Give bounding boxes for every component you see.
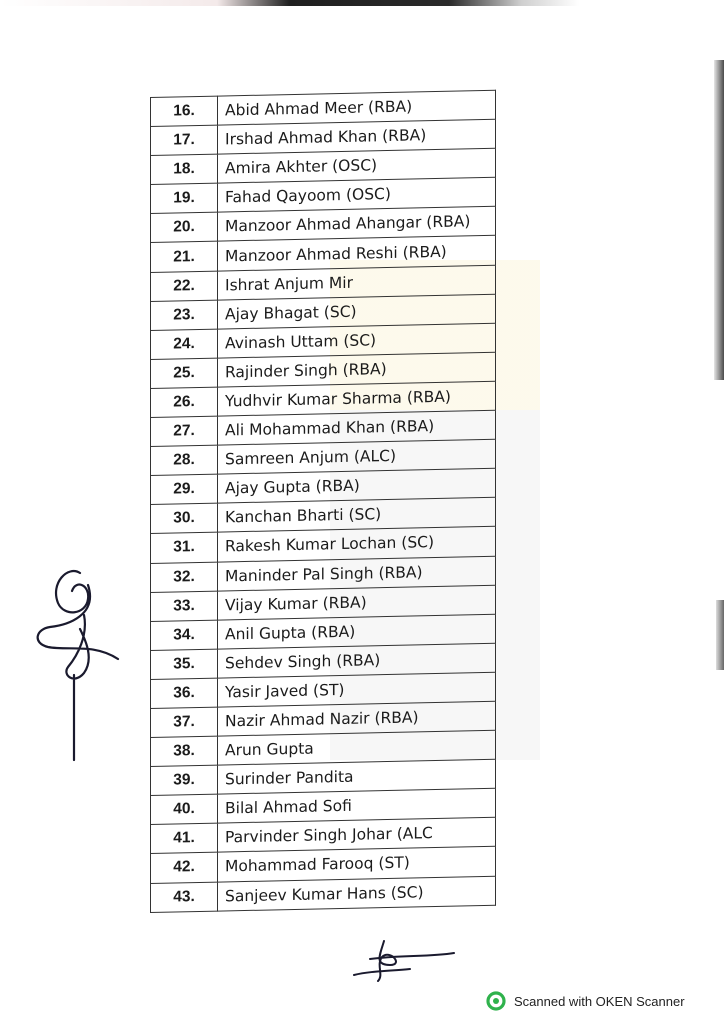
roster-table bbox=[150, 90, 496, 913]
row-number: 16. bbox=[151, 96, 218, 126]
row-number: 22. bbox=[151, 271, 218, 301]
row-name: Sehdev Singh (RBA) bbox=[218, 643, 496, 678]
row-name: Anil Gupta (RBA) bbox=[218, 614, 496, 649]
row-number: 26. bbox=[151, 387, 218, 417]
row-number: 24. bbox=[151, 329, 218, 359]
row-name: Manzoor Ahmad Ahangar (RBA) bbox=[218, 207, 496, 242]
scan-right-edge-fragment bbox=[716, 600, 724, 670]
row-number: 38. bbox=[151, 736, 218, 766]
row-number: 21. bbox=[151, 242, 218, 272]
oken-scanner-logo-icon bbox=[486, 991, 506, 1011]
row-number: 37. bbox=[151, 707, 218, 737]
row-number: 42. bbox=[151, 853, 218, 883]
row-name: Ali Mohammad Khan (RBA) bbox=[218, 410, 496, 445]
row-name: Ishrat Anjum Mir bbox=[218, 265, 496, 300]
row-name: Surinder Pandita bbox=[218, 759, 496, 794]
row-name: Parvinder Singh Johar (ALC bbox=[218, 818, 496, 853]
row-number: 32. bbox=[151, 562, 218, 592]
roster-table-body bbox=[151, 90, 496, 912]
row-name: Amira Akhter (OSC) bbox=[218, 148, 496, 183]
row-name: Sanjeev Kumar Hans (SC) bbox=[218, 876, 496, 911]
row-number: 34. bbox=[151, 620, 218, 650]
row-name: Abid Ahmad Meer (RBA) bbox=[218, 90, 496, 125]
left-margin-signature bbox=[28, 555, 128, 770]
row-name: Vijay Kumar (RBA) bbox=[218, 585, 496, 620]
row-name: Ajay Gupta (RBA) bbox=[218, 468, 496, 503]
row-number: 39. bbox=[151, 765, 218, 795]
row-number: 40. bbox=[151, 794, 218, 824]
scan-right-edge-shadow bbox=[714, 60, 724, 380]
row-name: Yasir Javed (ST) bbox=[218, 672, 496, 707]
row-name: Rakesh Kumar Lochan (SC) bbox=[218, 527, 496, 562]
row-number: 43. bbox=[151, 882, 218, 912]
row-number: 30. bbox=[151, 503, 218, 533]
table-row bbox=[151, 876, 496, 912]
bottom-initials-signature bbox=[350, 935, 460, 985]
row-name: Manzoor Ahmad Reshi (RBA) bbox=[218, 236, 496, 271]
row-name: Yudhvir Kumar Sharma (RBA) bbox=[218, 381, 496, 416]
row-name: Avinash Uttam (SC) bbox=[218, 323, 496, 358]
scanner-footer bbox=[486, 990, 685, 1012]
row-number: 19. bbox=[151, 183, 218, 213]
row-number: 23. bbox=[151, 300, 218, 330]
row-number: 36. bbox=[151, 678, 218, 708]
row-name: Arun Gupta bbox=[218, 730, 496, 765]
row-name: Bilal Ahmad Sofi bbox=[218, 789, 496, 824]
row-name: Maninder Pal Singh (RBA) bbox=[218, 556, 496, 591]
row-number: 25. bbox=[151, 358, 218, 388]
row-number: 18. bbox=[151, 154, 218, 184]
row-number: 27. bbox=[151, 416, 218, 446]
scanner-footer-text: Scanned with OKEN Scanner bbox=[514, 993, 685, 1009]
scan-top-edge bbox=[0, 0, 724, 6]
row-name: Nazir Ahmad Nazir (RBA) bbox=[218, 701, 496, 736]
row-number: 17. bbox=[151, 125, 218, 155]
row-name: Kanchan Bharti (SC) bbox=[218, 498, 496, 533]
row-name: Irshad Ahmad Khan (RBA) bbox=[218, 119, 496, 154]
roster-table-wrapper bbox=[150, 90, 496, 913]
row-name: Mohammad Farooq (ST) bbox=[218, 847, 496, 882]
row-number: 41. bbox=[151, 823, 218, 853]
row-number: 31. bbox=[151, 532, 218, 562]
row-name: Fahad Qayoom (OSC) bbox=[218, 178, 496, 213]
row-number: 28. bbox=[151, 445, 218, 475]
row-number: 33. bbox=[151, 591, 218, 621]
row-number: 20. bbox=[151, 212, 218, 242]
row-name: Samreen Anjum (ALC) bbox=[218, 439, 496, 474]
row-name: Ajay Bhagat (SC) bbox=[218, 294, 496, 329]
row-number: 29. bbox=[151, 474, 218, 504]
row-number: 35. bbox=[151, 649, 218, 679]
row-name: Rajinder Singh (RBA) bbox=[218, 352, 496, 387]
